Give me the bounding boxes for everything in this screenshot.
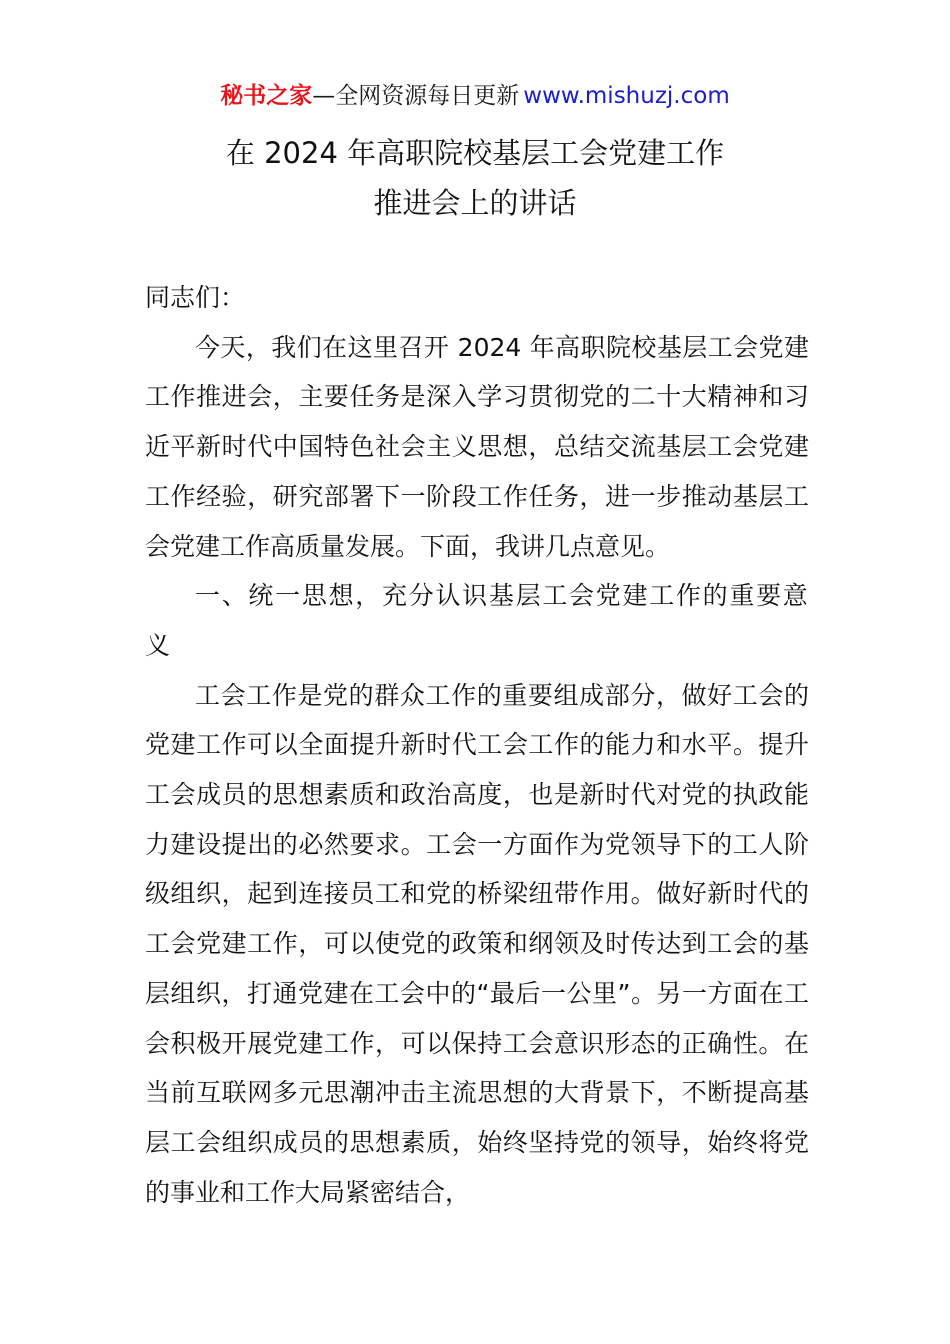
site-header (0, 80, 950, 112)
brand-name: 秘书之家 (220, 83, 313, 109)
document-body (145, 273, 809, 1217)
site-url-link[interactable]: www.mishuzj.com (523, 83, 730, 109)
header-tagline: —全网资源每日更新 (312, 83, 520, 109)
title-line-1: 在 2024 年高职院校基层工会党建工作 (225, 136, 725, 170)
salutation: 同志们： (145, 283, 246, 312)
section-heading-1: 一、统一思想，充分认识基层工会党建工作的重要意义 (145, 581, 809, 660)
paragraph-section-1: 工会工作是党的群众工作的重要组成部分，做好工会的党建工作可以全面提升新时代工会工作的能力和水平。提升工会成员的思想素质和政治高度，也是新时代对党的执政能力建设提出的必然要求。工会一方面作为党领导下的工人阶级组织，起到连接员工和党的桥梁纽带作用。做好新时代的工会党建工作，可以使党的政策和纲领及时传达到工会的基层组织，打通党建在工会中的“最后一公里”。另一方面在工会积极开展党建工作，可以保持工会意识形态的正确性。在当前互联网多元思潮冲击主流思想的大背景下，不断提高基层工会组织成员的思想素质，始终坚持党的领导，始终将党的事业和工作大局紧密结合， (145, 680, 809, 1207)
paragraph-intro: 今天，我们在这里召开 2024 年高职院校基层工会党建工作推进会，主要任务是深入学习贯彻党的二十大精神和习近平新时代中国特色社会主义思想，总结交流基层工会党建工作经验，研究部署下一阶段工作任务，进一步推动基层工会党建工作高质量发展。下面，我讲几点意见。 (145, 332, 809, 561)
title-line-2: 推进会上的讲话 (373, 186, 577, 220)
document-title (0, 128, 950, 228)
